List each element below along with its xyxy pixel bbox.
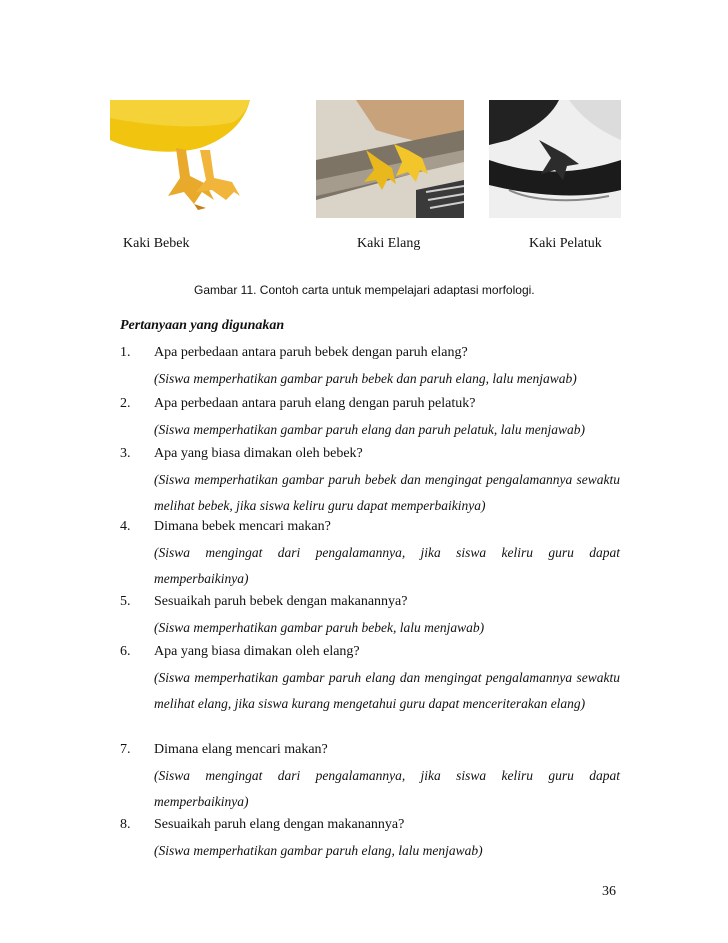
- question-text: Dimana bebek mencari makan?: [154, 519, 331, 534]
- question-6: [120, 644, 360, 660]
- question-7: [120, 742, 328, 758]
- answer-hint-2: (Siswa memperhatikan gambar paruh elang dan paruh pelatuk, lalu menjawab): [154, 422, 585, 437]
- question-text: Apa perbedaan antara paruh elang dengan paruh pelatuk?: [154, 396, 476, 411]
- question-number: 2.: [120, 396, 131, 411]
- question-8: [120, 817, 404, 833]
- question-1: [120, 345, 468, 361]
- answer-hint-5: (Siswa memperhatikan gambar paruh bebek, lalu menjawab): [154, 620, 485, 635]
- figure-caption: Gambar 11. Contoh carta untuk mempelajari adaptasi morfologi.: [194, 283, 535, 297]
- question-number: 3.: [120, 446, 131, 461]
- question-number: 6.: [120, 644, 131, 659]
- question-text: Dimana elang mencari makan?: [154, 742, 328, 757]
- caption-eagle-feet: Kaki Elang: [357, 236, 421, 251]
- question-text: Sesuaikah paruh elang dengan makanannya?: [154, 817, 405, 832]
- question-number: 4.: [120, 519, 131, 534]
- duck-feet-photo: [110, 100, 300, 220]
- question-number: 5.: [120, 594, 131, 609]
- question-text: Apa yang biasa dimakan oleh elang?: [154, 644, 360, 659]
- caption-duck-feet: Kaki Bebek: [123, 236, 190, 251]
- answer-hint-6: (Siswa memperhatikan gambar paruh elang dan mengingat pengalamannya sewaktu melihat elang, jika siswa kurang mengetahui guru dapat menceriterakan elang): [154, 670, 620, 711]
- question-text: Apa perbedaan antara paruh bebek dengan paruh elang?: [154, 345, 468, 360]
- question-text: Apa yang biasa dimakan oleh bebek?: [154, 446, 363, 461]
- eagle-feet-photo: [316, 100, 464, 218]
- questions-heading: Pertanyaan yang digunakan: [120, 318, 285, 333]
- answer-hint-4: (Siswa mengingat dari pengalamannya, jika siswa keliru guru dapat memperbaikinya): [154, 545, 620, 586]
- caption-woodpecker-feet: Kaki Pelatuk: [529, 236, 602, 251]
- question-number: 8.: [120, 817, 131, 832]
- answer-hint-3: (Siswa memperhatikan gambar paruh bebek dan mengingat pengalamannya sewaktu melihat bebek, jika siswa keliru guru dapat memperbaikinya): [154, 472, 620, 513]
- question-5: [120, 594, 407, 610]
- question-number: 7.: [120, 742, 131, 757]
- page-number: 36: [602, 884, 616, 899]
- answer-hint-1: (Siswa memperhatikan gambar paruh bebek dan paruh elang, lalu menjawab): [154, 371, 577, 386]
- question-text: Sesuaikah paruh bebek dengan makanannya?: [154, 594, 408, 609]
- woodpecker-feet-photo: [489, 100, 621, 218]
- question-2: [120, 396, 475, 412]
- answer-hint-8: (Siswa memperhatikan gambar paruh elang, lalu menjawab): [154, 843, 483, 858]
- question-number: 1.: [120, 345, 131, 360]
- question-3: [120, 446, 363, 462]
- question-4: [120, 519, 331, 535]
- answer-hint-7: (Siswa mengingat dari pengalamannya, jika siswa keliru guru dapat memperbaikinya): [154, 768, 620, 809]
